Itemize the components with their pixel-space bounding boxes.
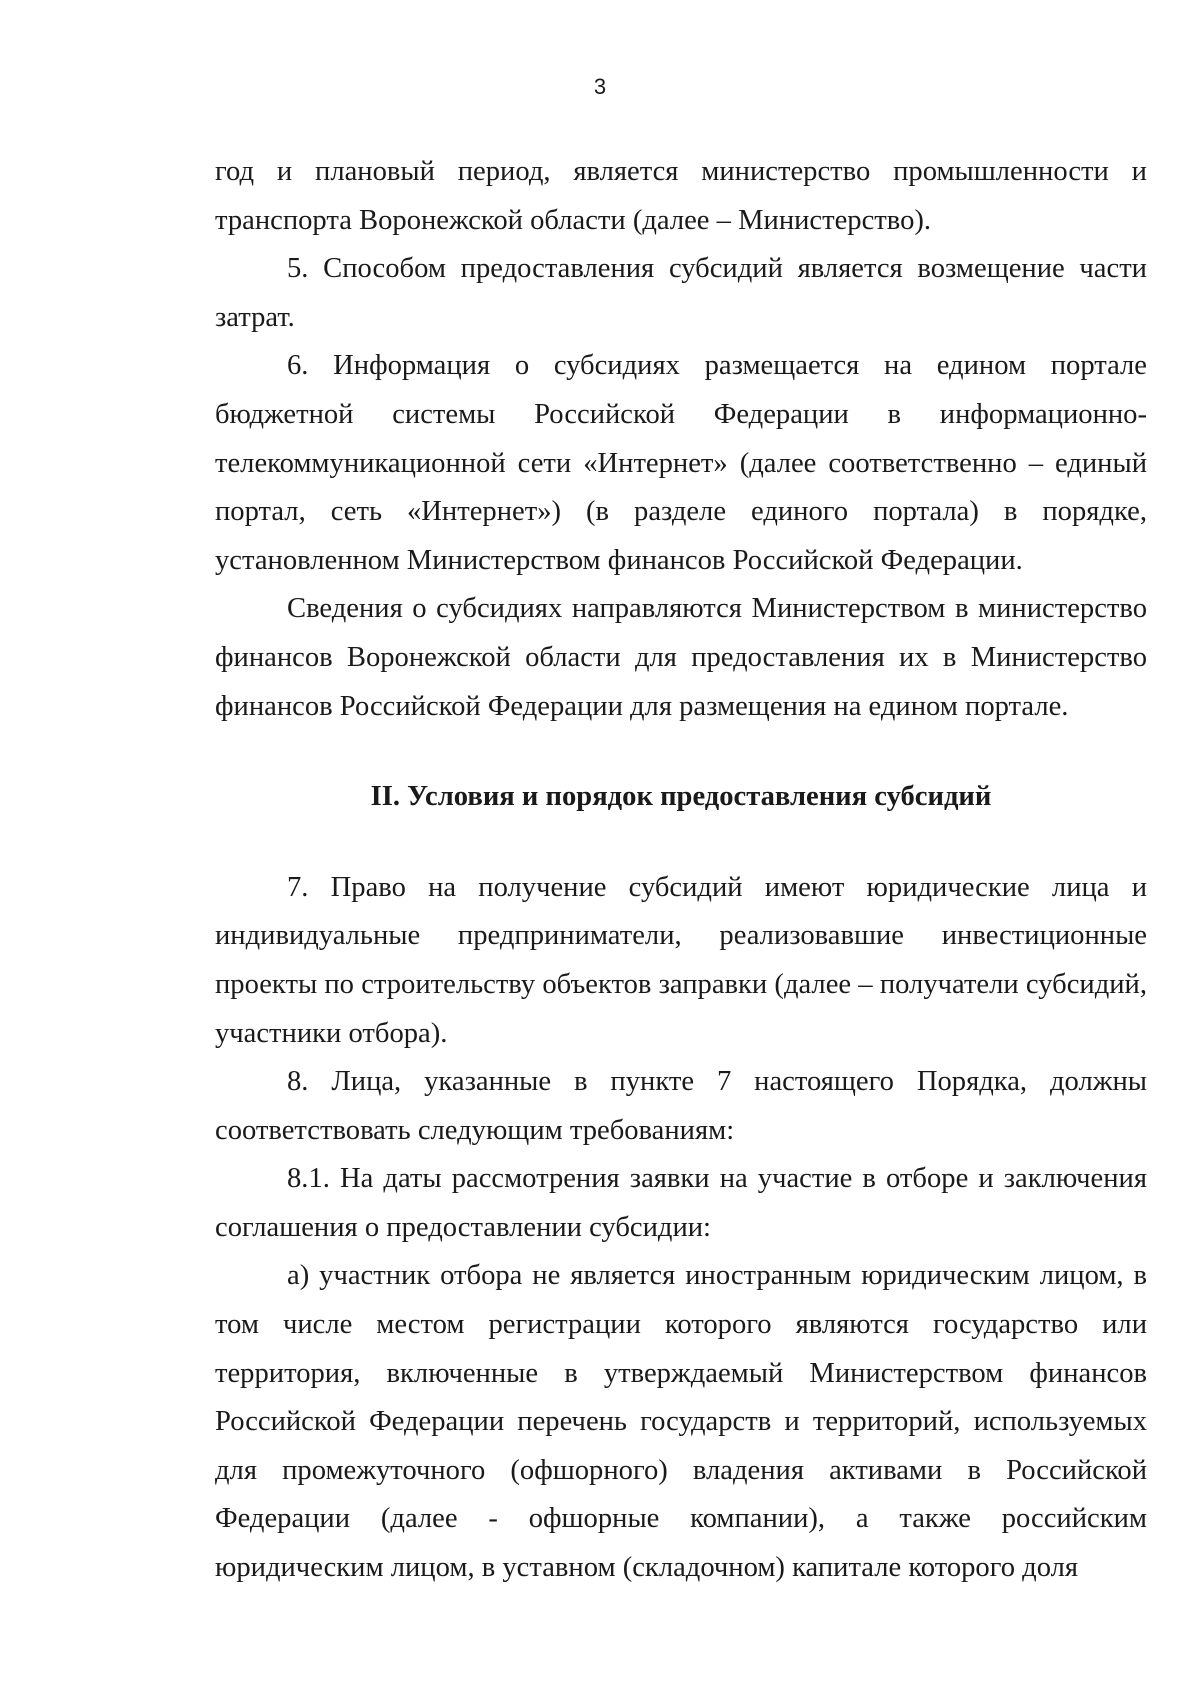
- paragraph-6: 6. Информация о субсидиях размещается на едином портале бюджетной системы Российской Федерации в информационно-телекоммуникационной сети «Интернет» (далее соответственно – единый портал, сеть «Интернет») (в разделе единого портала) в порядке, установленном Министерством финансов Российской Федерации.: [215, 350, 1147, 576]
- paragraph-5: 5. Способом предоставления субсидий является возмещение части затрат.: [215, 253, 1147, 333]
- section-heading: II. Условия и порядок предоставления субсидий: [370, 781, 992, 813]
- paragraph-7: 7. Право на получение субсидий имеют юридические лица и индивидуальные предприниматели, реализовавшие инвестиционные проекты по строительству объектов заправки (далее – получатели субсидий, участники отбора).: [215, 871, 1147, 1049]
- paragraph-8: 8. Лица, указанные в пункте 7 настоящего Порядка, должны соответствовать следующим требованиям:: [215, 1066, 1147, 1146]
- paragraph-a: а) участник отбора не является иностранным юридическим лицом, в том числе местом регистрации которого являются государство или территория, включенные в утверждаемый Министерством финансов Российской Федерации перечень государств и территорий, используемых для промежуточного (офшорного) владения активами в Российской Федерации (далее - офшорные компании), а также российским юридическим лицом, в уставном (складочном) капитале которого доля: [215, 1260, 1147, 1584]
- page-number: 3: [593, 74, 607, 99]
- paragraph-6-info: Сведения о субсидиях направляются Министерством в министерство финансов Воронежской области для предоставления их в Министерство финансов Российской Федерации для размещения на едином портале.: [215, 593, 1147, 722]
- paragraph-continuation: год и плановый период, является министерство промышленности и транспорта Воронежской области (далее – Министерство).: [215, 156, 1147, 236]
- paragraph-8-1: 8.1. На даты рассмотрения заявки на участие в отборе и заключения соглашения о предоставлении субсидии:: [215, 1163, 1147, 1243]
- document-body: [215, 148, 1147, 1593]
